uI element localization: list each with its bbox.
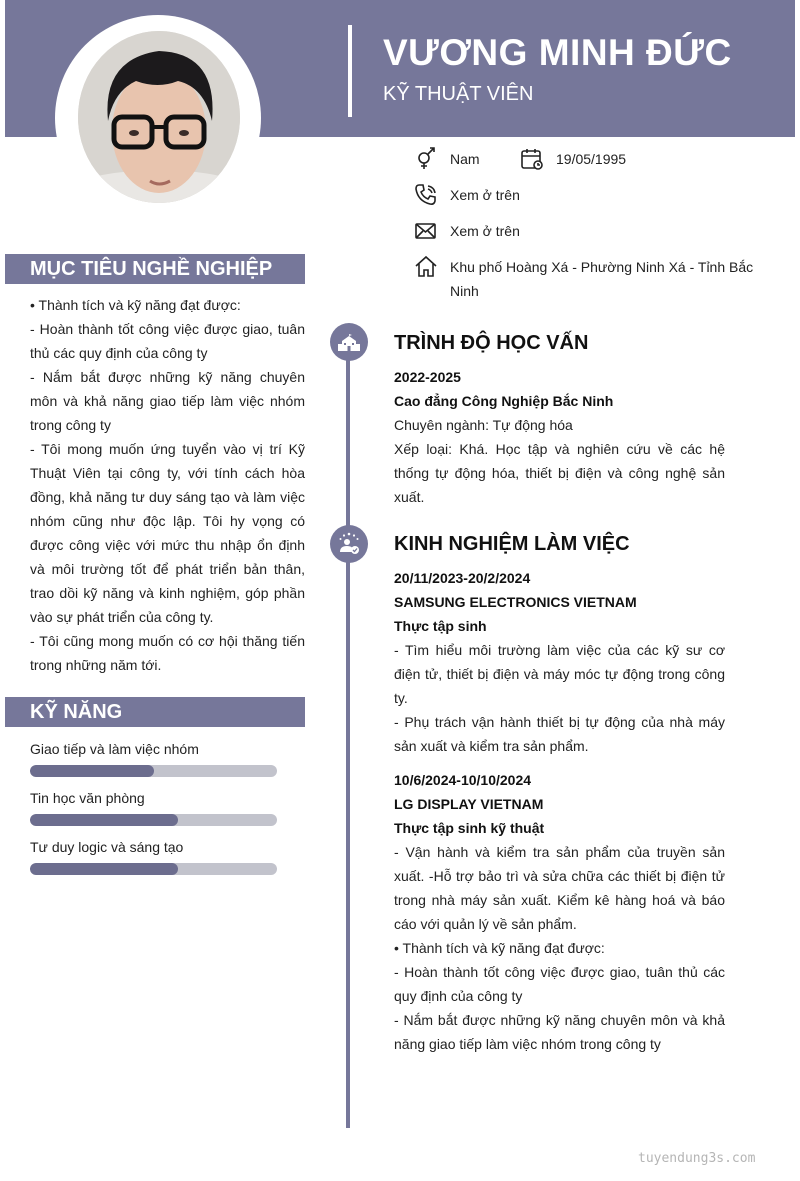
team-icon: [330, 525, 368, 563]
skill-bar: [30, 814, 277, 826]
objective-title: MỤC TIÊU NGHỀ NGHIỆP: [5, 254, 305, 284]
phone-value: Xem ở trên: [450, 187, 520, 203]
education-major: Chuyên ngành: Tự động hóa: [394, 417, 573, 433]
timeline-line: [346, 340, 350, 1128]
job-description: - Vận hành và kiểm tra sản phẩm của truyền sản xuất. -Hỗ trợ bảo trì và sửa chữa các thiết bị điện tử trong nhà máy sản xuất. Kiểm kê hàng hoá và báo cáo với quản lý về sản phẩm.: [394, 844, 725, 932]
header-divider: [348, 25, 352, 117]
job-title: KỸ THUẬT VIÊN: [383, 83, 534, 105]
info-email: [414, 219, 520, 243]
address-value: Khu phố Hoàng Xá - Phường Ninh Xá - Tỉnh Bắc Ninh: [450, 259, 754, 299]
experience-title: KINH NGHIỆM LÀM VIỆC: [394, 533, 630, 555]
experience-job: [394, 566, 725, 758]
skill-bar-fill: [30, 765, 154, 777]
skill-item: [30, 837, 277, 875]
job-description: - Nắm bắt được những kỹ năng chuyên môn và khả năng giao tiếp làm việc nhóm trong công ty: [394, 1012, 725, 1052]
job-company: SAMSUNG ELECTRONICS VIETNAM: [394, 594, 637, 610]
home-icon: [414, 255, 438, 279]
education-description: Xếp loại: Khá. Học tập và nghiên cứu về các hệ thống tự động hóa, thiết bị điện và công nghệ sản xuất.: [394, 441, 725, 505]
education-block: [394, 365, 725, 509]
candidate-name: VƯƠNG MINH ĐỨC: [383, 32, 732, 73]
job-period: 20/11/2023-20/2/2024: [394, 570, 531, 586]
skill-bar-fill: [30, 863, 178, 875]
watermark: tuyendung3s.com: [638, 1151, 756, 1166]
job-role: Thực tập sinh: [394, 618, 487, 634]
skill-label: Tư duy logic và sáng tạo: [30, 839, 184, 855]
experience-job: [394, 768, 725, 1056]
avatar: [78, 31, 240, 203]
job-description: • Thành tích và kỹ năng đạt được:: [394, 940, 605, 956]
skill-label: Tin học văn phòng: [30, 790, 145, 806]
skill-item: [30, 788, 277, 826]
gender-icon: [414, 147, 438, 171]
skill-bar: [30, 765, 277, 777]
birthday-value: 19/05/1995: [556, 151, 627, 167]
gender-value: Nam: [450, 151, 480, 167]
skill-bar-fill: [30, 814, 178, 826]
info-address: [414, 255, 759, 303]
objective-text: [30, 293, 305, 677]
info-birthday: [520, 147, 626, 171]
school-icon: [330, 323, 368, 361]
job-description: - Phụ trách vận hành thiết bị tự động của nhà máy sản xuất và kiểm tra sản phẩm.: [394, 714, 725, 754]
info-gender: [414, 147, 480, 171]
job-description: - Tìm hiểu môi trường làm việc của các kỹ sư cơ điện tử, thiết bị điện và máy móc tự động trong công ty.: [394, 642, 725, 706]
email-value: Xem ở trên: [450, 223, 520, 239]
job-company: LG DISPLAY VIETNAM: [394, 796, 544, 812]
email-icon: [414, 219, 438, 243]
calendar-icon: [520, 147, 544, 171]
phone-icon: [414, 183, 438, 207]
education-title: TRÌNH ĐỘ HỌC VẤN: [394, 332, 589, 354]
objective-paragraph: • Thành tích và kỹ năng đạt được:: [30, 297, 241, 313]
info-phone: [414, 183, 520, 207]
job-description: - Hoàn thành tốt công việc được giao, tuân thủ các quy định của công ty: [394, 964, 725, 1004]
skill-label: Giao tiếp và làm việc nhóm: [30, 741, 199, 757]
skill-item: [30, 739, 277, 777]
objective-paragraph: - Tôi cũng mong muốn có cơ hội thăng tiến trong những năm tới.: [30, 633, 305, 673]
education-school: Cao đẳng Công Nghiệp Bắc Ninh: [394, 393, 614, 409]
skill-bar: [30, 863, 277, 875]
objective-paragraph: - Hoàn thành tốt công việc được giao, tuân thủ các quy định của công ty: [30, 321, 305, 361]
objective-paragraph: - Nắm bắt được những kỹ năng chuyên môn và khả năng giao tiếp làm việc nhóm trong công ty: [30, 369, 305, 433]
objective-paragraph: - Tôi mong muốn ứng tuyển vào vị trí Kỹ Thuật Viên tại công ty, với tính cách hòa đồng, khả năng tư duy sáng tạo và làm việc nhóm cũng như độc lập. Tôi hy vọng có được công việc với mức thu nhập ổn định và môi trường tốt để phát triển bản thân, trao dồi kỹ năng và kinh nghiệm, góp phần vào sự phát triển của công ty.: [30, 441, 305, 625]
skills-title: KỸ NĂNG: [5, 697, 305, 727]
education-period: 2022-2025: [394, 369, 461, 385]
job-period: 10/6/2024-10/10/2024: [394, 772, 532, 788]
job-role: Thực tập sinh kỹ thuật: [394, 820, 545, 836]
